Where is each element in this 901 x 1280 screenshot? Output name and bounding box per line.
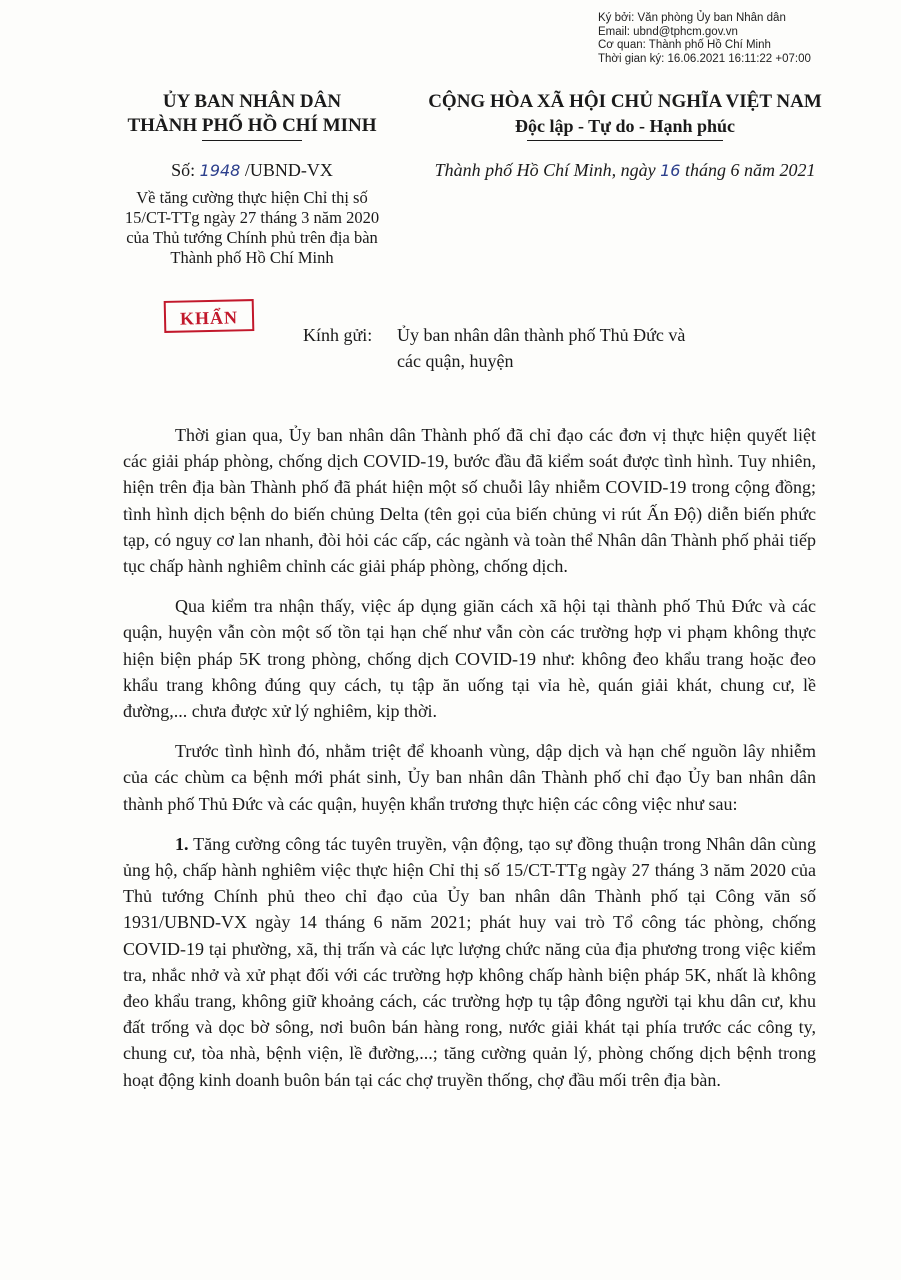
urgent-stamp: KHẨN: [164, 299, 255, 333]
body-paragraph: Trước tình hình đó, nhằm triệt để khoanh vùng, dập dịch và hạn chế nguồn lây nhiễm của các chùm ca bệnh mới phát sinh, Ủy ban nhân dân Thành phố chỉ đạo Ủy ban nhân dân thành phố Thủ Đức và các quận, huyện khẩn trương thực hiện các công việc như sau:: [123, 741, 816, 814]
document-summary: [100, 188, 404, 268]
national-title-header: [402, 90, 848, 141]
signature-email: Email: ubnd@tphcm.gov.vn: [598, 25, 738, 38]
national-motto: Độc lập - Tự do - Hạnh phúc: [514, 116, 736, 136]
recipient-text: [397, 322, 817, 374]
signature-time: Thời gian ký: 16.06.2021 16:11:22 +07:00: [598, 52, 811, 65]
summary-line: Thành phố Hồ Chí Minh: [170, 248, 334, 267]
body-paragraph: Qua kiểm tra nhận thấy, việc áp dụng giãn cách xã hội tại thành phố Thủ Đức và các quận, huyện vẫn còn một số tồn tại hạn chế như vẫn còn các trường hợp vi phạm không thực hiện biện pháp 5K trong phòng, chống dịch COVID-19 như: không đeo khẩu trang hoặc đeo khẩu trang không đúng quy cách, tụ tập ăn uống tại vỉa hè, quán giải khát, chung cư, lề đường,... chưa được xử lý nghiêm, kịp thời.: [123, 596, 816, 722]
agency-line-1: ỦY BAN NHÂN DÂN: [162, 91, 342, 112]
doc-number-prefix: Số:: [171, 160, 200, 180]
issuing-agency-header: [110, 90, 394, 141]
item-number: 1.: [175, 833, 189, 854]
date-prefix: Thành phố Hồ Chí Minh, ngày: [434, 160, 661, 180]
recipient-label: Kính gửi:: [303, 325, 373, 345]
summary-line: của Thủ tướng Chính phủ trên địa bàn: [126, 228, 378, 247]
document-body: [123, 422, 816, 1107]
digital-signature-block: [598, 12, 893, 66]
motto-underline: [527, 140, 723, 141]
doc-number-suffix: /UBND-VX: [240, 160, 333, 180]
national-title: CỘNG HÒA XÃ HỘI CHỦ NGHĨA VIỆT NAM: [428, 91, 822, 112]
summary-line: 15/CT-TTg ngày 27 tháng 3 năm 2020: [124, 208, 380, 227]
recipient-line-1: Ủy ban nhân dân thành phố Thủ Đức và: [397, 325, 686, 345]
body-item-1: [123, 831, 816, 1093]
doc-number-handwritten: 1948: [199, 161, 241, 180]
summary-line: Về tăng cường thực hiện Chỉ thị số: [136, 188, 368, 207]
recipient-line-2: các quận, huyện: [397, 351, 514, 371]
place-and-date: [402, 160, 848, 181]
signature-signer: Ký bởi: Văn phòng Ủy ban Nhân dân: [598, 12, 786, 24]
item-text: Tăng cường công tác tuyên truyền, vận động, tạo sự đồng thuận trong Nhân dân cùng ủng hộ, chấp hành nghiêm việc thực hiện Chỉ thị số 15/CT-TTg ngày 27 tháng 3 năm 2020 của Thủ tướng Chính phủ theo chỉ đạo của Ủy ban nhân dân Thành phố tại Công văn số 1931/UBND-VX ngày 14 tháng 6 năm 2021; phát huy vai trò Tổ công tác phòng, chống COVID-19 tại phường, xã, thị trấn và các lực lượng chức năng của địa phương trong việc kiểm tra, nhắc nhở và xử phạt đối với các trường hợp không chấp hành biện pháp 5K, nhất là không đeo khẩu trang, không giữ khoảng cách, các trường hợp tụ tập đông người tại khu dân cư, khu đất trống và dọc bờ sông, nơi buôn bán hàng rong, nước giải khát tại phía trước các công ty, chung cư, tòa nhà, bệnh viện, lề đường,...; tăng cường quản lý, phòng chống dịch bệnh trong hoạt động kinh doanh buôn bán tại các chợ truyền thống, chợ đầu mối trên địa bàn.: [123, 833, 816, 1090]
agency-line-2: THÀNH PHỐ HỒ CHÍ MINH: [127, 115, 377, 136]
date-suffix: tháng 6 năm 2021: [680, 160, 816, 180]
date-day-handwritten: 16: [660, 161, 681, 180]
body-paragraph: Thời gian qua, Ủy ban nhân dân Thành phố đã chỉ đạo các đơn vị thực hiện quyết liệt các giải pháp phòng, chống dịch COVID-19, bước đầu đã kiểm soát được tình hình. Tuy nhiên, hiện trên địa bàn Thành phố đã phát hiện một số chuỗi lây nhiễm COVID-19 trong cộng đồng; tình hình dịch bệnh do biến chủng Delta (tên gọi của biến chủng vi rút Ấn Độ) diễn biến phức tạp, có nguy cơ lan nhanh, đòi hỏi các cấp, các ngành và toàn thể Nhân dân Thành phố phải tiếp tục chấp hành nghiêm chỉnh các giải pháp phòng, chống dịch.: [123, 425, 816, 577]
signature-agency: Cơ quan: Thành phố Hồ Chí Minh: [598, 39, 771, 51]
document-number: [110, 160, 394, 181]
agency-underline: [202, 140, 302, 141]
